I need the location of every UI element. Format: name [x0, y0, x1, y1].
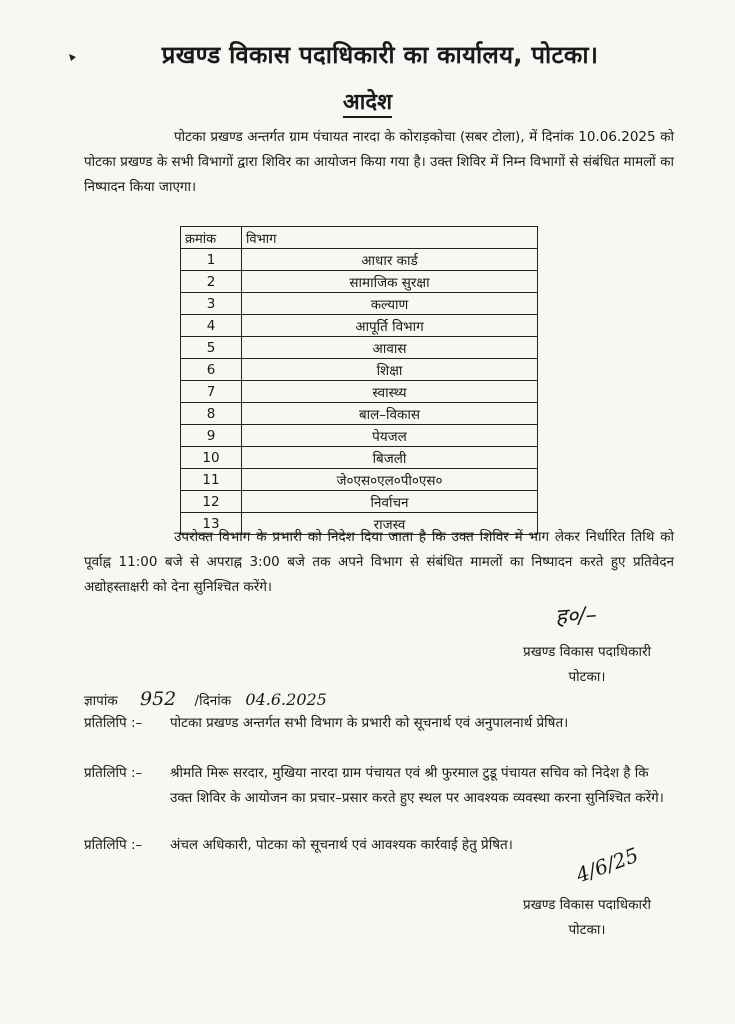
table-row [181, 425, 538, 447]
row-number: 3 [181, 293, 242, 315]
row-department: राजस्व [242, 513, 538, 535]
copy-text: श्रीमति मिरू सरदार, मुखिया नारदा ग्राम पंचायत एवं श्री फुरमाल टुडू पंचायत सचिव को निदेश है कि उक्त शिविर के आयोजन का प्रचार–प्रसार करते हुए स्थल पर आवश्यक व्यवस्था करना सुनिश्चित करेंगे। [170, 765, 664, 806]
copy-item [84, 761, 674, 811]
copy-text: अंचल अधिकारी, पोटका को सूचनार्थ एवं आवश्यक कार्रवाई हेतु प्रेषित। [170, 837, 513, 853]
copy-label: प्रतिलिपि :– [84, 765, 143, 781]
row-number: 7 [181, 381, 242, 403]
row-department: निर्वाचन [242, 491, 538, 513]
table-row [181, 381, 538, 403]
row-number: 13 [181, 513, 242, 535]
row-department: बाल–विकास [242, 403, 538, 425]
copy-item [84, 833, 674, 858]
table-row [181, 359, 538, 381]
table-row [181, 447, 538, 469]
row-number: 1 [181, 249, 242, 271]
row-number: 9 [181, 425, 242, 447]
copy-label: प्रतिलिपि :– [84, 715, 143, 731]
memo-reference [84, 688, 327, 710]
table-row [181, 469, 538, 491]
signatory-place: पोटका। [568, 669, 606, 685]
row-number: 11 [181, 469, 242, 491]
row-number: 2 [181, 271, 242, 293]
table-row [181, 315, 538, 337]
signatory-designation: प्रखण्ड विकास पदाधिकारी [523, 897, 651, 913]
memo-date: 04.6.2025 [245, 690, 327, 709]
department-table [180, 226, 538, 535]
row-department: आपूर्ति विभाग [242, 315, 538, 337]
row-department: आधार कार्ड [242, 249, 538, 271]
row-department: स्वास्थ्य [242, 381, 538, 403]
table-row [181, 337, 538, 359]
row-department: आवास [242, 337, 538, 359]
row-department: सामाजिक सुरक्षा [242, 271, 538, 293]
row-number: 12 [181, 491, 242, 513]
office-title: प्रखण्ड विकास पदाधिकारी का कार्यालय, पोटका। [161, 41, 599, 69]
row-department: बिजली [242, 447, 538, 469]
order-heading: आदेश [0, 86, 735, 116]
signatory-block [492, 893, 682, 943]
row-department: शिक्षा [242, 359, 538, 381]
table-row [181, 491, 538, 513]
memo-number: 952 [139, 688, 177, 710]
department-header: विभाग [242, 227, 538, 249]
copy-label: प्रतिलिपि :– [84, 837, 143, 853]
row-number: 4 [181, 315, 242, 337]
copy-item [84, 711, 674, 736]
row-number: 8 [181, 403, 242, 425]
row-department: पेयजल [242, 425, 538, 447]
date-label: /दिनांक [194, 693, 232, 709]
intro-paragraph: पोटका प्रखण्ड अन्तर्गत ग्राम पंचायत नारदा के कोराड़कोचा (सबर टोला), में दिनांक 10.06.2025 को पोटका प्रखण्ड के सभी विभागों द्वारा शिविर का आयोजन किया गया है। उक्त शिविर में निम्न विभागों से संबंधित मामलों का निष्पादन किया जाएगा। [84, 129, 674, 195]
serial-header: क्रमांक [181, 227, 242, 249]
table-row [181, 271, 538, 293]
table-row [181, 293, 538, 315]
instruction-paragraph: उपरोक्त विभाग के प्रभारी को निदेश दिया जाता है कि उक्त शिविर में भाग लेकर निर्धारित तिथि को पूर्वाह्न 11:00 बजे से अपराह्न 3:00 बजे तक अपने विभाग से संबंधित मामलों का निष्पादन करते हुए प्रतिवेदन अद्योहस्ताक्षरी को देना सुनिश्चित करेंगे। [84, 529, 674, 595]
signatory-designation: प्रखण्ड विकास पदाधिकारी [523, 644, 651, 660]
row-number: 5 [181, 337, 242, 359]
memo-label: ज्ञापांक [84, 693, 118, 709]
row-department: जे०एस०एल०पी०एस० [242, 469, 538, 491]
signature-scrawl: 4/6/25 [572, 842, 642, 888]
row-department: कल्याण [242, 293, 538, 315]
row-number: 6 [181, 359, 242, 381]
table-row [181, 403, 538, 425]
row-number: 10 [181, 447, 242, 469]
copy-text: पोटका प्रखण्ड अन्तर्गत सभी विभाग के प्रभारी को सूचनार्थ एवं अनुपालनार्थ प्रेषित। [170, 715, 569, 731]
table-header-row [181, 227, 538, 249]
signature-scrawl: ह०/– [554, 602, 598, 631]
signatory-block [492, 640, 682, 690]
signatory-place: पोटका। [568, 922, 606, 938]
table-row [181, 249, 538, 271]
